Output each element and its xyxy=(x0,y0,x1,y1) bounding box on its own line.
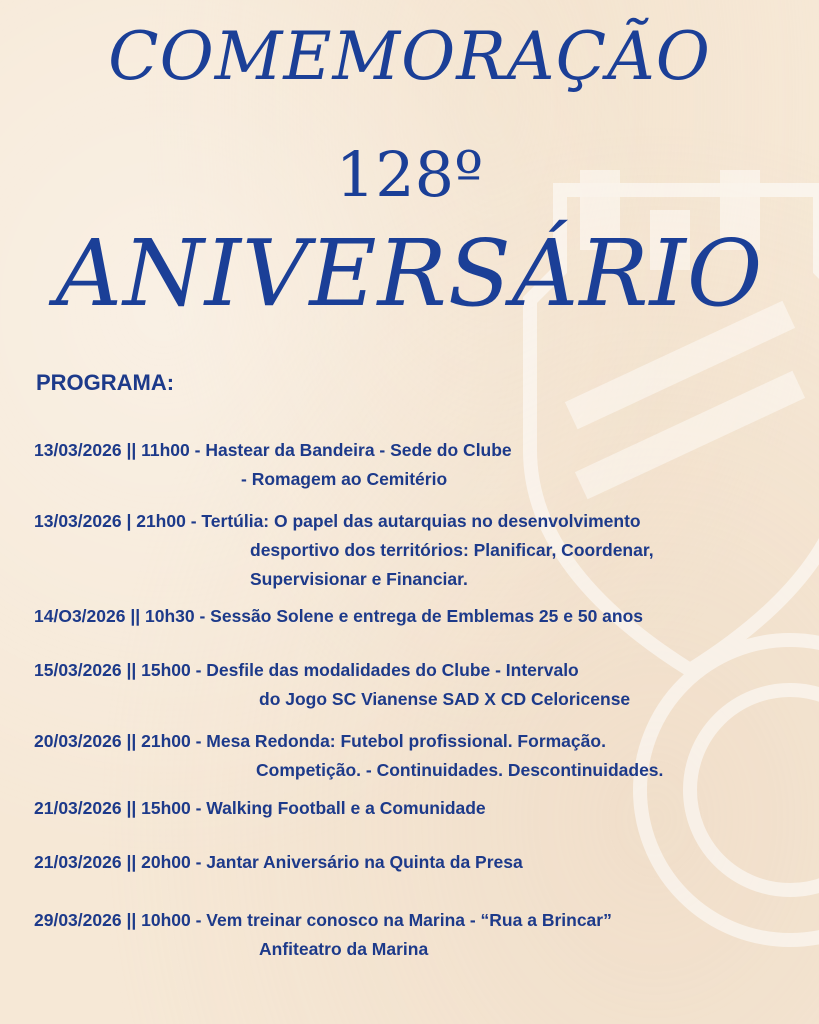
program-event xyxy=(34,848,523,877)
program-event xyxy=(34,906,612,964)
event-description-cont: - Romagem ao Cemitério xyxy=(241,469,448,489)
event-datetime: 14/O3/2026 || 10h30 xyxy=(34,606,195,626)
event-datetime: 20/03/2026 || 21h00 xyxy=(34,731,191,751)
event-datetime: 15/03/2026 || 15h00 xyxy=(34,660,191,680)
event-description: - Jantar Aniversário na Quinta da Presa xyxy=(195,852,523,872)
event-description: - Desfile das modalidades do Clube - Intervalo xyxy=(195,660,579,680)
event-datetime: 21/03/2026 || 15h00 xyxy=(34,798,191,818)
program-event xyxy=(34,727,663,785)
event-description: - Hastear da Bandeira - Sede do Clube xyxy=(194,440,512,460)
program-event xyxy=(34,794,486,823)
event-description: - Sessão Solene e entrega de Emblemas 25 e 50 anos xyxy=(199,606,644,626)
event-datetime: 13/03/2026 || 11h00 xyxy=(34,440,190,460)
program-heading: PROGRAMA: xyxy=(36,370,175,395)
event-description: - Vem treinar conosco na Marina - “Rua a Brincar” xyxy=(195,910,612,930)
title-commemoration: COMEMORAÇÃO xyxy=(108,18,711,95)
event-datetime: 21/03/2026 || 20h00 xyxy=(34,852,191,872)
event-description-cont: desportivo dos territórios: Planificar, Coordenar, xyxy=(250,540,654,560)
program-event xyxy=(34,436,512,494)
event-description-cont: Supervisionar e Financiar. xyxy=(250,569,468,589)
event-description-cont: Anfiteatro da Marina xyxy=(259,939,429,959)
event-description: - Mesa Redonda: Futebol profissional. Formação. xyxy=(195,731,606,751)
program-event xyxy=(34,507,654,594)
event-description-cont: Competição. - Continuidades. Descontinuidades. xyxy=(256,760,664,780)
event-description: - Walking Football e a Comunidade xyxy=(195,798,486,818)
program-event xyxy=(34,656,630,714)
event-datetime: 29/03/2026 || 10h00 xyxy=(34,910,191,930)
event-description: - Tertúlia: O papel das autarquias no desenvolvimento xyxy=(190,511,641,531)
title-anniversary: ANIVERSÁRIO xyxy=(55,220,764,327)
title-anniversary-number: 128º xyxy=(335,138,484,211)
event-description-cont: do Jogo SC Vianense SAD X CD Celoricense xyxy=(259,689,631,709)
event-datetime: 13/03/2026 | 21h00 xyxy=(34,511,186,531)
program-event xyxy=(34,602,643,631)
